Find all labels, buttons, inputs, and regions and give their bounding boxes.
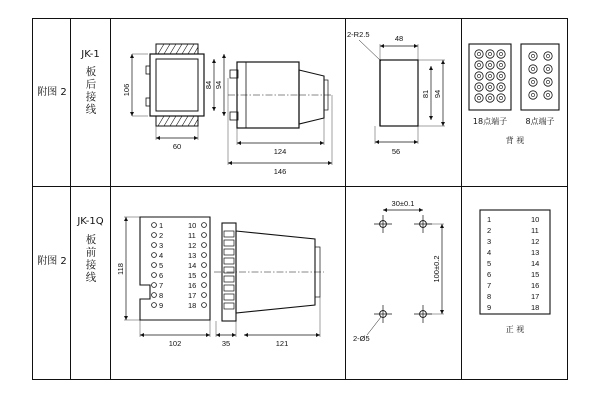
table-right-13: 13 [531, 248, 540, 257]
table-right-17: 17 [531, 292, 540, 301]
dim-100: 100±0.2 [432, 255, 441, 283]
dim-102: 102 [168, 339, 182, 348]
row2-mount-text: 板前接线 [84, 234, 97, 284]
dim-2-r25: 2-R2.5 [347, 30, 370, 39]
row2-tag-text: 附图 2 [37, 256, 67, 267]
dim-118: 118 [116, 263, 125, 275]
table-left-4: 4 [487, 248, 492, 257]
table-left-2: 2 [487, 226, 492, 235]
row2-tag [34, 255, 70, 268]
pin-18: 18 [188, 301, 197, 310]
pin-12: 12 [188, 241, 197, 250]
pin-17: 17 [188, 291, 197, 300]
dim-84: 84 [204, 80, 213, 90]
dim-146: 146 [273, 167, 287, 176]
table-left-5: 5 [487, 259, 492, 268]
row1-mount-text: 板后接线 [84, 66, 97, 116]
table-right-14: 14 [531, 259, 540, 268]
dim-56: 56 [391, 147, 401, 156]
pin-11: 11 [188, 231, 196, 240]
row2-drill-pattern [347, 200, 460, 360]
row1-tag [34, 86, 70, 99]
row1-front-side-views [110, 22, 345, 182]
pin-4: 4 [159, 251, 164, 260]
dim-60: 60 [172, 142, 182, 151]
pin-13: 13 [188, 251, 197, 260]
pin-14: 14 [188, 261, 197, 270]
pin-1: 1 [159, 221, 164, 230]
row1-mount [72, 66, 109, 121]
dim-30: 30±0.1 [391, 200, 415, 208]
row2-front-side-views [110, 195, 345, 375]
dim-35: 35 [221, 339, 231, 348]
pin-2: 2 [159, 231, 164, 240]
table-left-7: 7 [487, 281, 492, 290]
row2-terminal-table [463, 206, 567, 356]
pin-7: 7 [159, 281, 164, 290]
pin-6: 6 [159, 271, 164, 280]
table-left-9: 9 [487, 303, 492, 312]
row2-view-caption: 正 视 [505, 325, 525, 334]
pin-15: 15 [188, 271, 197, 280]
dim-2-d5: 2-Ø5 [353, 334, 370, 343]
dim-48: 48 [394, 34, 404, 43]
pin-8: 8 [159, 291, 164, 300]
terminal-left-caption: 18点端子 [472, 117, 508, 126]
dim-124: 124 [273, 147, 287, 156]
dim-81: 81 [421, 89, 430, 99]
table-right-16: 16 [531, 281, 540, 290]
table-left-3: 3 [487, 237, 492, 246]
row1-model [72, 48, 109, 61]
pin-9: 9 [159, 301, 164, 310]
row1-tag-text: 附图 2 [37, 87, 67, 98]
pin-5: 5 [159, 261, 164, 270]
row1-view-caption: 背 视 [505, 136, 525, 145]
pin-10: 10 [188, 221, 197, 230]
dim-94: 94 [214, 80, 223, 90]
table-right-11: 11 [531, 226, 539, 235]
pin-16: 16 [188, 281, 197, 290]
table-right-15: 15 [531, 270, 540, 279]
table-left-6: 6 [487, 270, 492, 279]
row1-terminal-layout [463, 40, 567, 160]
row1-model-text: JK-1 [81, 49, 100, 60]
row-divider [32, 186, 568, 187]
dim-106: 106 [122, 83, 131, 97]
row2-model-text: JK-1Q [77, 216, 104, 227]
pin-3: 3 [159, 241, 164, 250]
terminal-right-caption: 8点端子 [525, 117, 555, 126]
row1-panel-cutout [347, 26, 460, 176]
dim-94b: 94 [433, 89, 442, 99]
table-right-12: 12 [531, 237, 540, 246]
table-right-18: 18 [531, 303, 540, 312]
table-right-10: 10 [531, 215, 540, 224]
row2-mount [72, 234, 109, 289]
row2-model [72, 215, 109, 228]
dim-121: 121 [275, 339, 289, 348]
table-left-8: 8 [487, 292, 492, 301]
table-left-1: 1 [487, 215, 492, 224]
